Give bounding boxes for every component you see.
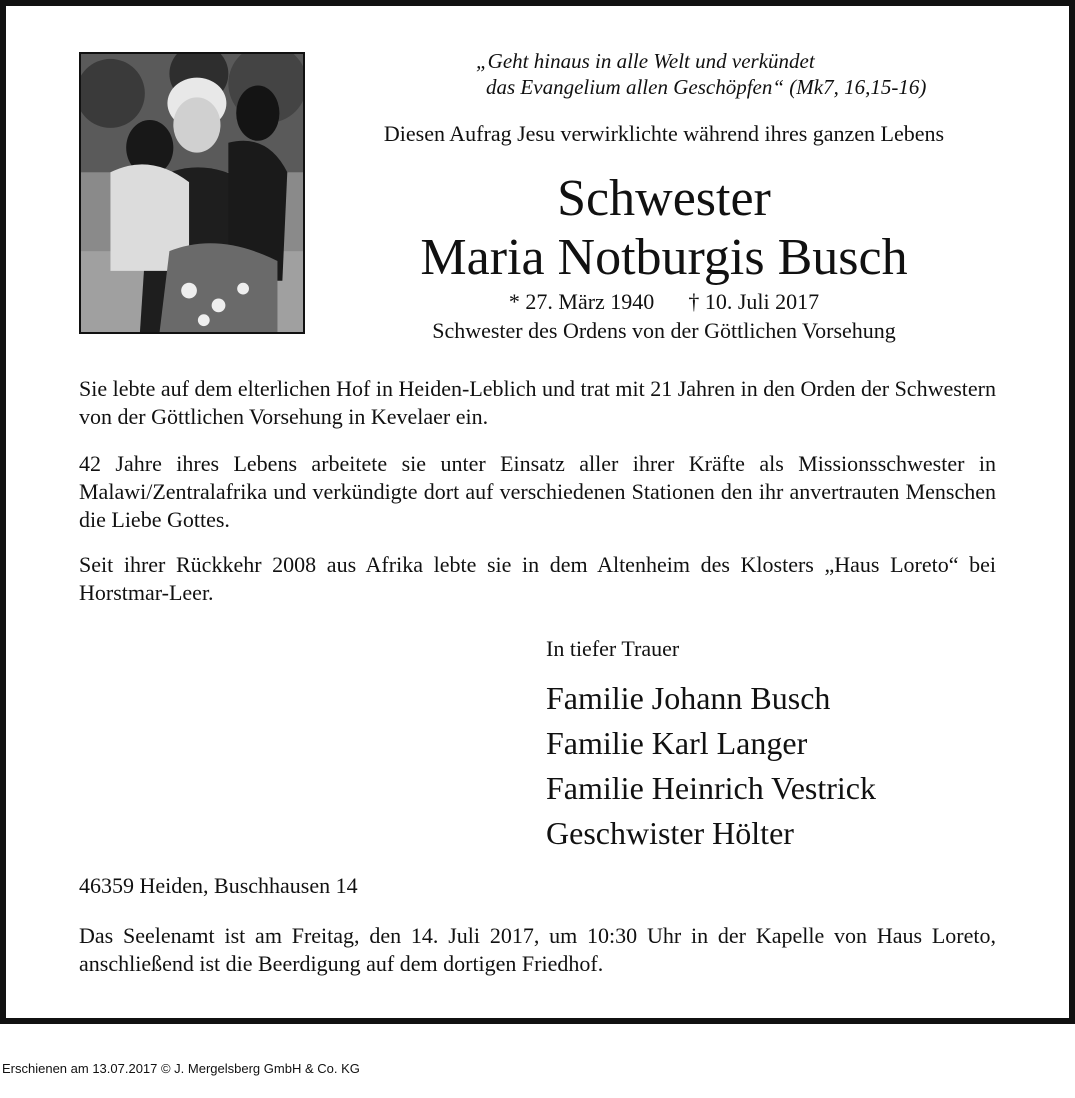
family-name: Familie Johann Busch: [546, 680, 831, 716]
deceased-name: Maria Notburgis Busch: [420, 229, 908, 286]
mourning-intro: In tiefer Trauer: [546, 636, 680, 661]
quote-line-2: das Evangelium allen Geschöpfen“ (Mk7, 16,15-16): [486, 75, 927, 99]
family-name: Geschwister Hölter: [546, 815, 794, 851]
deceased-title: Schwester: [557, 170, 771, 227]
family-name: Familie Karl Langer: [546, 725, 808, 761]
portrait-photo-graphic: [81, 54, 303, 332]
biography-paragraph-2: 42 Jahre ihres Lebens arbeitete sie unter Einsatz aller ihrer Kräfte als Missionsschwester in Malawi/Zentralafrika und verkündigte dort auf verschiedenen Stationen den ihr anvertrauten Menschen die Liebe Gottes.: [79, 451, 996, 532]
funeral-notice: Das Seelenamt ist am Freitag, den 14. Juli 2017, um 10:30 Uhr in der Kapelle von Haus Loreto, anschließend ist die Beerdigung auf dem dortigen Friedhof.: [79, 923, 996, 976]
death-date: † 10. Juli 2017: [688, 289, 820, 314]
address: 46359 Heiden, Buschhausen 14: [79, 873, 358, 898]
biography-paragraph-3: Seit ihrer Rückkehr 2008 aus Afrika lebte sie in dem Altenheim des Klosters „Haus Loreto“ bei Horstmar-Leer.: [79, 552, 996, 605]
portrait-photo: [79, 52, 305, 334]
religious-order: Schwester des Ordens von der Göttlichen Vorsehung: [432, 318, 896, 343]
birth-date: * 27. März 1940: [508, 289, 655, 314]
intro-text: Diesen Aufrag Jesu verwirklichte während ihres ganzen Lebens: [383, 121, 945, 146]
bible-quote: [476, 48, 1036, 100]
publication-footer: Erschienen am 13.07.2017 © J. Mergelsberg GmbH & Co. KG: [2, 1061, 360, 1076]
biography-paragraph-1: Sie lebte auf dem elterlichen Hof in Heiden-Leblich und trat mit 21 Jahren in den Orden der Schwestern von der Göttlichen Vorsehung in Kevelaer ein.: [79, 376, 996, 429]
quote-line-1: „Geht hinaus in alle Welt und verkündet: [476, 49, 815, 73]
family-name: Familie Heinrich Vestrick: [546, 770, 876, 806]
life-dates: [330, 289, 998, 315]
